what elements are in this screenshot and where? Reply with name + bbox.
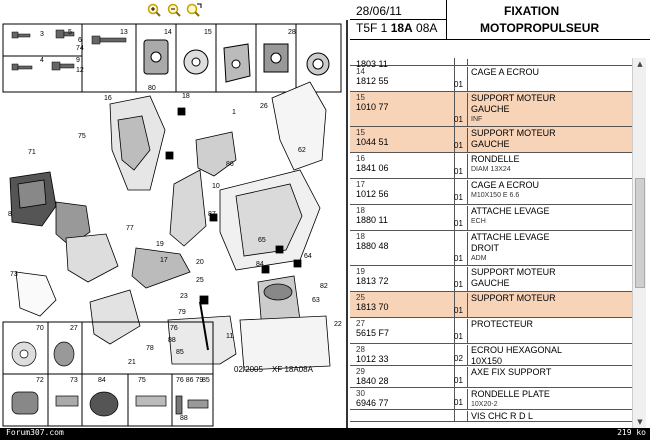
svg-text:14: 14 — [164, 29, 172, 36]
part-description: PROTECTEUR — [471, 319, 534, 329]
table-row[interactable] — [350, 410, 632, 422]
exploded-view-drawing — [0, 20, 346, 428]
table-row[interactable] — [350, 66, 632, 92]
part-ref-cell — [356, 267, 406, 286]
part-number: 1012 33 — [356, 354, 389, 364]
part-description: ATTACHE LEVAGE — [471, 206, 550, 216]
part-description-2: GAUCHE — [471, 104, 510, 114]
part-description: SUPPORT MOTEUR — [471, 93, 556, 103]
table-row[interactable] — [350, 179, 632, 205]
svg-text:64: 64 — [304, 253, 312, 260]
part-desc-cell — [467, 180, 630, 205]
part-desc-cell — [467, 128, 630, 153]
part-ref: 15 — [356, 93, 365, 102]
part-ref-cell — [356, 93, 406, 112]
page-header — [350, 0, 650, 40]
diagram-ref: XF 18A08A — [272, 365, 313, 374]
svg-text:15: 15 — [204, 29, 212, 36]
svg-text:87: 87 — [208, 211, 216, 218]
table-row[interactable] — [350, 153, 632, 179]
part-ref-cell — [356, 232, 406, 251]
svg-text:12: 12 — [76, 67, 84, 74]
svg-text:27: 27 — [70, 325, 78, 332]
svg-text:82: 82 — [320, 283, 328, 290]
part-description: CAGE A ECROU — [471, 67, 540, 77]
part-desc-cell — [467, 206, 630, 231]
part-description: RONDELLE PLATE — [471, 389, 550, 399]
svg-text:84: 84 — [256, 261, 264, 268]
header-code-bold: 18A — [390, 21, 413, 35]
svg-text:75: 75 — [78, 133, 86, 140]
svg-text:65: 65 — [258, 237, 266, 244]
list-scrollbar[interactable] — [632, 58, 646, 428]
part-number: 1012 56 — [356, 189, 389, 199]
svg-text:76: 76 — [170, 325, 178, 332]
part-desc-cell — [467, 93, 630, 127]
part-qty: 02 — [454, 354, 463, 363]
table-row[interactable] — [350, 318, 632, 344]
svg-text:73: 73 — [10, 271, 18, 278]
table-row[interactable] — [350, 266, 632, 292]
svg-text:85: 85 — [176, 349, 184, 356]
list-spacer — [350, 40, 650, 58]
header-date: 28/06/11 — [356, 4, 402, 18]
part-subtext: DIAM 13X24 — [471, 166, 511, 173]
svg-text:17: 17 — [160, 257, 168, 264]
page-title: FIXATION — [504, 4, 560, 18]
svg-text:63: 63 — [312, 297, 320, 304]
svg-text:88: 88 — [180, 415, 188, 422]
zoom-fit-icon[interactable] — [186, 2, 202, 18]
part-number: 1044 51 — [356, 137, 389, 147]
svg-text:6: 6 — [78, 37, 82, 44]
part-desc-cell — [467, 319, 630, 344]
zoom-out-icon[interactable] — [166, 2, 182, 18]
part-ref: 18 — [356, 206, 365, 215]
washer-icon — [184, 50, 208, 74]
part-number: 6946 77 — [356, 398, 389, 408]
svg-text:79: 79 — [178, 309, 186, 316]
part-ref: 25 — [356, 293, 365, 302]
svg-text:4: 4 — [40, 57, 44, 64]
part-number: 1840 28 — [356, 376, 389, 386]
table-row[interactable] — [350, 292, 632, 318]
header-divider — [350, 19, 446, 20]
part-ref-cell — [356, 389, 406, 408]
svg-text:84: 84 — [98, 377, 106, 384]
part-qty: 01 — [454, 376, 463, 385]
part-qty: 01 — [454, 115, 463, 124]
cage-nut-icon — [264, 44, 288, 72]
part-desc-cell — [467, 267, 630, 292]
table-row[interactable] — [350, 127, 632, 153]
part-number: 1813 72 — [356, 276, 389, 286]
table-row[interactable] — [350, 344, 632, 366]
table-row[interactable] — [350, 92, 632, 127]
part-number: 1812 55 — [356, 76, 389, 86]
col-divider — [454, 410, 466, 421]
header-code-suffix: 08A — [412, 21, 438, 35]
part-ref-cell — [356, 345, 406, 364]
scroll-thumb[interactable] — [635, 178, 645, 288]
part-ref: 15 — [356, 128, 365, 137]
part-description: SUPPORT MOTEUR — [471, 128, 556, 138]
svg-text:25: 25 — [196, 277, 204, 284]
zoom-in-icon[interactable] — [146, 2, 162, 18]
svg-text:76 86 79: 76 86 79 — [176, 377, 204, 384]
part-ref: 28 — [356, 345, 365, 354]
part-description: ATTACHE LEVAGE — [471, 232, 550, 242]
part-desc-cell — [467, 154, 630, 179]
part-number: 1880 48 — [356, 241, 389, 251]
part-description: SUPPORT MOTEUR — [471, 293, 556, 303]
part-subtext: M10X150 E 6.6 — [471, 192, 520, 199]
svg-text:70: 70 — [36, 325, 44, 332]
diagram-date: 02/2005 — [234, 365, 263, 374]
scroll-up-icon[interactable]: ▲ — [637, 60, 643, 68]
part-ref: 14 — [356, 67, 365, 76]
part-ref: 19 — [356, 267, 365, 276]
file-size: 219 ko — [617, 428, 646, 437]
part-qty: 01 — [454, 280, 463, 289]
parts-list — [350, 58, 632, 428]
part-number: 5615 F7 — [356, 328, 390, 338]
part-qty: 01 — [454, 80, 463, 89]
part-number: 1803 11 — [356, 59, 388, 69]
part-qty: 01 — [454, 306, 463, 315]
part-qty: 01 — [454, 167, 463, 176]
svg-text:78: 78 — [146, 345, 154, 352]
header-code-prefix: T5F 1 — [356, 21, 391, 35]
part-number: 1841 06 — [356, 163, 389, 173]
nut-icon — [307, 53, 329, 75]
part-subtext: INF — [471, 116, 483, 123]
part-ref-cell — [356, 128, 406, 147]
header-code — [356, 21, 437, 35]
svg-text:62: 62 — [298, 147, 306, 154]
svg-text:13: 13 — [120, 29, 128, 36]
part-number: 1010 77 — [356, 102, 389, 112]
part-description-2: GAUCHE — [471, 139, 510, 149]
part-description-2: DROIT — [471, 243, 499, 253]
svg-text:19: 19 — [156, 241, 164, 248]
svg-text:71: 71 — [28, 149, 36, 156]
part-description-2: GAUCHE — [471, 278, 510, 288]
part-qty: 01 — [454, 193, 463, 202]
part-qty: 01 — [454, 332, 463, 341]
svg-text:80: 80 — [148, 85, 156, 92]
part-ref: 27 — [356, 319, 365, 328]
table-row[interactable] — [350, 366, 632, 388]
part-description: AXE FIX SUPPORT — [471, 367, 552, 377]
screw-icon — [12, 30, 126, 70]
part-description: VIS CHC R D L — [471, 411, 534, 421]
support-bracket-icon — [224, 44, 250, 82]
svg-text:9: 9 — [76, 57, 80, 64]
table-row[interactable] — [350, 231, 632, 266]
part-number: 1880 11 — [356, 215, 388, 225]
svg-text:74: 74 — [76, 45, 84, 52]
zoom-toolbar — [0, 0, 348, 20]
part-qty: 01 — [454, 219, 463, 228]
part-desc-cell — [467, 345, 630, 366]
scroll-down-icon[interactable]: ▼ — [637, 418, 643, 426]
svg-text:28: 28 — [288, 29, 296, 36]
part-desc-cell — [467, 293, 630, 318]
part-qty: 01 — [454, 398, 463, 407]
svg-text:86: 86 — [226, 161, 234, 168]
part-desc-cell — [467, 389, 630, 410]
part-ref-cell — [356, 319, 406, 338]
status-bar — [0, 428, 650, 440]
part-ref-cell — [356, 206, 406, 225]
svg-text:75: 75 — [138, 377, 146, 384]
part-desc-cell — [467, 67, 630, 92]
header-divider-vertical — [446, 0, 447, 40]
svg-text:77: 77 — [126, 225, 134, 232]
svg-text:72: 72 — [36, 377, 44, 384]
parts-diagram — [0, 20, 348, 428]
part-desc-cell — [467, 367, 630, 388]
part-ref: 16 — [356, 154, 365, 163]
part-subtext: ECH — [471, 218, 486, 225]
svg-text:26: 26 — [260, 103, 268, 110]
part-subtext: 10X20-2 — [471, 401, 498, 408]
part-ref: 17 — [356, 180, 365, 189]
svg-text:5: 5 — [68, 29, 72, 36]
svg-text:11: 11 — [226, 333, 234, 340]
part-ref: 30 — [356, 389, 365, 398]
part-ref-cell — [356, 154, 406, 173]
part-ref-cell — [356, 293, 406, 312]
part-ref-cell — [356, 180, 406, 199]
svg-text:3: 3 — [40, 31, 44, 38]
part-desc-cell — [467, 411, 630, 422]
svg-text:23: 23 — [180, 293, 188, 300]
part-qty: 01 — [454, 141, 463, 150]
part-qty: 01 — [454, 254, 463, 263]
part-number: 1813 70 — [356, 302, 389, 312]
svg-text:88: 88 — [168, 337, 176, 344]
svg-text:18: 18 — [182, 93, 190, 100]
part-desc-cell — [467, 59, 630, 66]
watermark: Forum307.com — [6, 428, 64, 437]
part-description-2: 10X150 — [471, 356, 503, 366]
table-row[interactable] — [350, 388, 632, 410]
part-ref: 29 — [356, 367, 365, 376]
svg-text:20: 20 — [196, 259, 204, 266]
col-divider — [454, 58, 466, 65]
svg-text:21: 21 — [128, 359, 136, 366]
table-row[interactable] — [350, 205, 632, 231]
svg-text:22: 22 — [334, 321, 342, 328]
svg-text:8: 8 — [8, 211, 12, 218]
part-ref-cell — [356, 67, 406, 86]
page-subtitle: MOTOPROPULSEUR — [480, 21, 600, 35]
svg-text:16: 16 — [104, 95, 112, 102]
svg-text:73: 73 — [70, 377, 78, 384]
table-row[interactable] — [350, 58, 632, 69]
part-ref: 18 — [356, 232, 365, 241]
bracket-icon — [144, 40, 168, 74]
part-desc-cell — [467, 232, 630, 266]
part-subtext: ADM — [471, 255, 487, 262]
svg-text:1: 1 — [232, 109, 236, 116]
svg-text:10: 10 — [212, 183, 220, 190]
part-description: SUPPORT MOTEUR — [471, 267, 556, 277]
part-ref-cell — [356, 367, 406, 386]
part-description: CAGE A ECROU — [471, 180, 540, 190]
svg-text:85: 85 — [202, 377, 210, 384]
part-description: RONDELLE — [471, 154, 520, 164]
part-description: ECROU HEXAGONAL — [471, 345, 563, 355]
